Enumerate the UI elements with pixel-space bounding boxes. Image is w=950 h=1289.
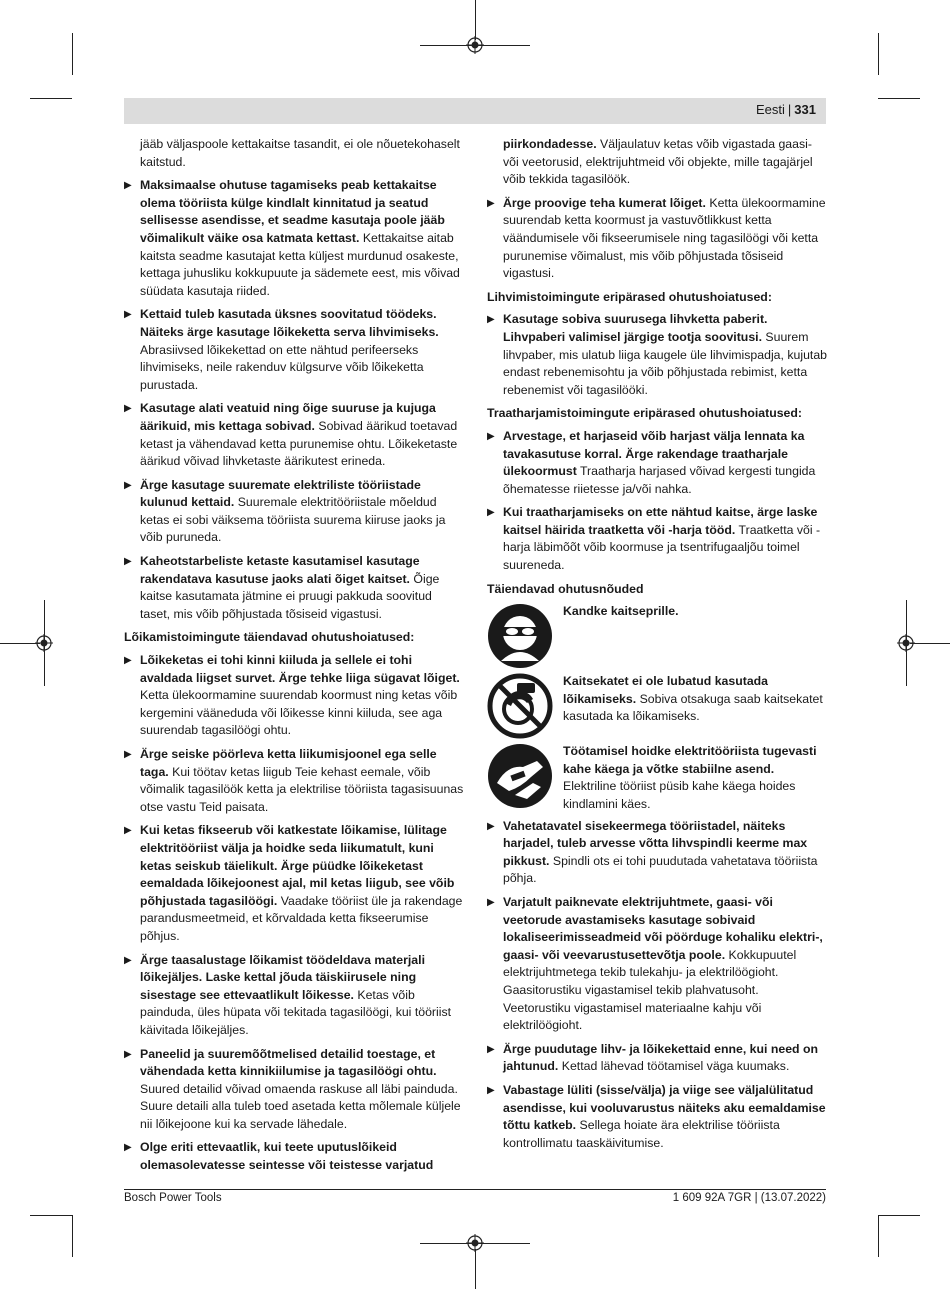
warning-plain: Traatharja harjased võivad kergesti tungida õhematesse riietesse ja/või nahka. [503,464,816,496]
bullet-arrow-icon: ▶ [487,197,495,209]
registration-target-icon [466,36,484,54]
warning-item [487,818,827,888]
symbol-bold: Kandke kaitseprille. [563,604,679,619]
bullet-arrow-icon: ▶ [124,479,132,491]
symbol-text [563,743,827,813]
warning-item [124,822,464,945]
crop-mark [910,643,950,644]
warning-item [487,504,827,574]
bullet-arrow-icon: ▶ [124,309,132,321]
warning-item [487,894,827,1035]
continued-bold: piirkondadesse. [503,137,597,151]
warning-bold: Kasutage sobiva suurusega lihvketta paberit. Lihvpaberi valimisel järgige tootja soovitusi. [503,312,768,344]
symbol-row [487,603,827,669]
warning-plain: Kettad lähevad töötamisel väga kuumaks. [558,1059,790,1074]
warning-item [124,306,464,394]
warning-bold: Vabastage lüliti (sisse/välja) ja viige see väljalülitatud asendisse, kui vooluvarustus näiteks aku eemaldamise tõttu katkeb. [503,1082,826,1133]
warning-plain: Kokkupuutel elektrijuhtmetega tekib tulekahju- ja elektrilöögioht. Gaasitorustiku vigastamisel tekib plahvatusoht. Veetorustiku vigastamisel materiaalne kahju või elektrilöögioht. [503,947,797,1033]
warning-item [487,1082,827,1152]
bullet-arrow-icon: ▶ [124,954,132,966]
warning-bold: Ärge proovige teha kumerat lõiget. [503,195,706,210]
crop-mark [475,1249,476,1289]
symbol-row [487,743,827,813]
warning-bold: Olge eriti ettevaatlik, kui teete uputuslõikeid olemasolevatesse seintesse või teistesse varjatud [140,1140,434,1173]
warning-item [487,1041,827,1076]
warning-bold: Paneelid ja suuremõõtmelised detailid toestage, et vähendada ketta kinnikiilumise ja tagasilöögi ohtu. [140,1046,437,1079]
warning-plain: Suured detailid võivad omaenda raskuse all läbi painduda. Suure detaili alla tuleb toed asetada ketta mõlemale küljele nii lõikejoone kui ka servade lähedale. [140,1081,461,1131]
warning-item [487,311,827,399]
bullet-arrow-icon: ▶ [487,897,495,908]
bullet-arrow-icon: ▶ [487,1043,495,1055]
warning-item [124,746,464,816]
crop-mark [878,1215,920,1216]
crop-mark [72,33,73,75]
footer-rule [124,1189,826,1190]
bullet-arrow-icon: ▶ [124,1142,132,1154]
page-number: 331 [794,102,816,117]
continued-text [487,136,827,189]
warning-item [487,195,827,283]
bullet-arrow-icon: ▶ [124,749,132,760]
warning-item [124,652,464,740]
warning-bold: Arvestage, et harjaseid võib harjast välja lennata ka tavakasutuse korral. Ärge rakendage traatharjale ülekoormust [503,428,805,479]
warning-bold: Kui traatharjamiseks on ette nähtud kaitse, ärge laske kaitsel häirida traatketta või -harja tööd. [503,505,818,537]
symbol-plain: Elektriline tööriist püsib kahe käega hoides kindlamini käes. [563,779,796,812]
footer-brand: Bosch Power Tools [124,1192,222,1204]
warning-plain: Kettakaitse aitab kaitsta seadme kasutajat ketta küljest murdunud osakeste, kettaga juhusliku kokkupuute ja sädemete eest, mis võivad süüdata kasutaja riided. [140,230,460,298]
warning-item [124,400,464,470]
warning-bold: Kaheotstarbeliste ketaste kasutamisel kasutage rakendatava kasutuse jaoks alati õiget kaitset. [140,554,420,586]
warning-bold: Ärge kasutage suuremate elektriliste tööriistade kulunud kettaid. [140,477,421,510]
crop-mark [30,1215,72,1216]
warning-bold: Ärge taasalustage lõikamist töödeldava materjali lõikejäljes. Laske kettal jõuda täiskiirusele ning sisestage see ettevaatlikult lõikesse. [140,952,425,1002]
bullet-arrow-icon: ▶ [124,556,132,568]
warning-bold: Lõikeketas ei tohi kinni kiiluda ja sellele ei tohi avaldada liigset survet. Ärge tehke liiga sügavat lõiget. [140,653,460,685]
warning-bold: Ärge seiske pöörleva ketta liikumisjoonel ega selle taga. [140,747,437,779]
right-column [487,136,827,1158]
crop-mark [30,98,72,99]
warning-plain: Ketta ülekoormamine suurendab ketta koormust ja vastuvõtlikkust ketta väändumisele või fikseerumisele ning tagasilöögi või ketta purunemise võimalust, mis võib põhjustada tõsiseid vigastusi. [503,195,826,281]
warning-plain: Traatketta või -harja läbimõõt võib koormuse ja tsentrifugaaljõu toimel suureneda. [503,522,821,573]
warning-plain: Õige kaitse kasutamata jätmine ei pruugi pakkuda soovitud taset, mis võib põhjustada tõsiseid vigastusi. [140,571,440,621]
warning-item [124,177,464,300]
warning-bold: Kasutage alati veatuid ning õige suuruse ja kujuga äärikuid, mis kettaga sobivad. [140,401,436,433]
warning-plain: Sellega hoiate ära elektrilise tööriista kontrollimatu taaskäivitumise. [503,1118,780,1150]
warning-item [124,477,464,547]
bullet-arrow-icon: ▶ [124,1048,132,1060]
symbol-text [563,673,827,726]
warning-plain: Ketta ülekoormamine suurendab koormust ning ketas võib kergemini vääneduda või lõikesse kinni kiiluda, see aga suurendab tagasilöögi ohtu. [140,688,458,738]
no-cutting-guard-icon [487,673,553,739]
warning-bold: Kettaid tuleb kasutada üksnes soovitatud töödeks. Näiteks ärge kasutage lõikeketta serva lihvimiseks. [140,307,439,339]
crop-mark [72,1215,73,1257]
bullet-arrow-icon: ▶ [487,314,495,326]
section-heading: Täiendavad ohutusnõuded [487,581,644,596]
registration-target-icon [897,634,915,652]
safety-goggles-icon [487,603,553,669]
section-heading: Traatharjamistoimingute eripärased ohutushoiatused: [487,406,802,421]
warning-bold: Varjatult paiknevate elektrijuhtmete, gaasi- või veetorude avastamiseks kasutage sobivaid lokaliseerimisseadmeid või pöörduge kohaliku elektri-, gaasi- või veevarustusettevõtja poole. [503,895,823,962]
bullet-arrow-icon: ▶ [124,825,132,837]
bullet-arrow-icon: ▶ [487,820,495,832]
two-hands-icon [487,743,553,809]
warning-bold: Kui ketas fikseerub või katkestate lõikamise, lülitage elektritööriist välja ja hoidke seda liikumatult, kuni ketas seiskub täielikult. Ärge püüdke lõikeketast eemaldada lõikejoonest ajal, mil ketas liigub, see võib põhjustada tagasilöögi. [140,823,455,908]
symbol-plain: Sobiva otsakuga saab kaitsekatet kasutada ka lõikamiseks. [563,691,823,724]
symbol-bold: Kaitsekatet ei ole lubatud kasutada lõikamiseks. [563,674,769,706]
page-header [124,98,826,124]
warning-plain: Kui töötav ketas liigub Teie kehast eemale, võib võimalik tagasilöök ketta ja elektrilise tööriista tagasisuunas otse vastu Teid paisata. [140,764,464,814]
warning-plain: Ketas võib painduda, üles hüpata või tekitada tagasilöögi, kui tööriist käivitada lõikejäljes. [140,987,452,1037]
warning-item [124,1139,464,1174]
section-heading: Lõikamistoimingute täiendavad ohutushoiatused: [124,630,415,645]
symbol-row [487,673,827,739]
warning-plain: Suurem lihvpaber, mis ulatub liiga kaugele üle lihvimispadja, kujutab endast rebenemisohtu ja võib põhjustada rebimist, ketta rebenemist või tagasilööki. [503,329,828,397]
header-separator: | [787,102,792,117]
crop-mark [475,0,476,40]
warning-plain: Suuremale elektritööriistale mõeldud ketas ei sobi väiksema tööriista suurema kiiruse jaoks ja võib puruneda. [140,495,446,545]
bullet-arrow-icon: ▶ [487,1084,495,1096]
warning-item [124,1046,464,1134]
left-column [124,136,464,1181]
bullet-arrow-icon: ▶ [124,655,132,667]
warning-bold: Maksimaalse ohutuse tagamiseks peab kettakaitse olema tööriista külge kindlalt kinnitatud ja seatud sellisesse asendisse, et seadme kasutaja poole jääb võimalikult väike osa katmata kettast. [140,178,445,245]
warning-plain: Sobivad äärikud toetavad ketast ja vähendavad ketta purunemise ohtu. Lõikeketaste äärikud võivad lihvketaste äärikutest erineda. [140,418,458,469]
bullet-arrow-icon: ▶ [124,403,132,415]
crop-mark [0,643,40,644]
warning-plain: Vaadake tööriist üle ja rakendage parandusmeetmeid, et kõrvaldada ketta fikseerumise põhjus. [140,893,463,943]
footer-doc-id: 1 609 92A 7GR | (13.07.2022) [672,1192,826,1204]
continued-plain: Väljaulatuv ketas võib vigastada gaasi- või veetorusid, elektrijuhtmeid või objekte, mille tagajärjel võib tekkida tagasilöök. [503,137,813,187]
warning-item [124,553,464,623]
header-language: Eesti [756,102,785,117]
warning-plain: Spindli ots ei tohi puudutada vahetatava tööriista põhja. [503,853,818,886]
registration-target-icon [35,634,53,652]
warning-bold: Ärge puudutage lihv- ja lõikekettaid enne, kui need on jahtunud. [503,1041,818,1074]
section-heading: Lihvimistoimingute eripärased ohutushoiatused: [487,289,772,304]
crop-mark [878,98,920,99]
warning-item [487,428,827,498]
header-text [756,102,816,117]
warning-plain: Abrasiivsed lõikekettad on ette nähtud perifeerseks lihvimiseks, neile rakenduv külgsurve võib lõikeketta purustada. [140,342,424,392]
crop-mark [878,1215,879,1257]
registration-target-icon [466,1234,484,1252]
symbol-bold: Töötamisel hoidke elektritööriista tugevasti kahe käega ja võtke stabiilne asend. [563,744,817,776]
bullet-arrow-icon: ▶ [487,507,495,519]
intro-text: jääb väljaspoole kettakaitse tasandit, ei ole nõuetekohaselt kaitstud. [140,137,460,169]
symbol-text [563,603,827,621]
warning-item [124,952,464,1040]
warning-bold: Vahetatavatel sisekeermega tööriistadel, näiteks harjadel, tuleb arvesse võtta lihvspindli keerme max pikkust. [503,818,808,868]
bullet-arrow-icon: ▶ [124,180,132,192]
crop-mark [878,33,879,75]
bullet-arrow-icon: ▶ [487,430,495,442]
